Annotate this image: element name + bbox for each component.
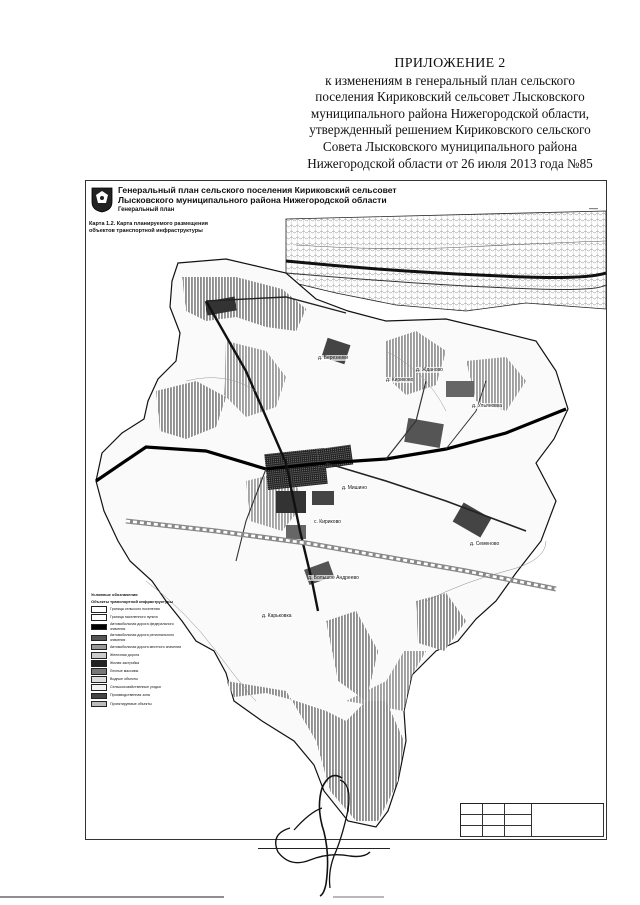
header-line-1: к изменениям в генеральный план сельского [325, 72, 575, 88]
scan-edge [0, 896, 640, 898]
map-title-line-2: Лысковского муниципального района Нижегородской области [118, 195, 387, 205]
place-label: д. Березники [318, 355, 349, 361]
legend-item [91, 644, 187, 651]
legend-label: Железная дорога [110, 652, 140, 657]
legend-label: Сельскохозяйственные угодья [110, 685, 161, 690]
coat-of-arms-icon [91, 187, 113, 213]
legend-swatch [91, 652, 107, 659]
legend-swatch [91, 693, 107, 700]
legend-swatch [91, 635, 107, 642]
legend-label: Жилая застройка [110, 661, 140, 666]
legend-swatch [91, 701, 107, 708]
river-floodplain [286, 211, 606, 311]
legend-swatch [91, 606, 107, 613]
legend-label: Производственная зона [110, 693, 150, 698]
place-label: д. Семеново [470, 541, 500, 547]
legend-label: Лесные массивы [110, 669, 139, 674]
legend-item [91, 701, 187, 708]
legend-swatch [91, 660, 107, 667]
legend-item [91, 668, 187, 675]
map-title-line-1: Генеральный план сельского поселения Кириковский сельсовет [118, 185, 397, 195]
place-label: д. Большое Андреево [308, 575, 359, 581]
general-plan-map [85, 180, 607, 840]
legend-label: Водные объекты [110, 677, 139, 682]
map-card-title: Карта 1.2. Карта планируемого размещения объектов транспортной инфраструктуры [89, 221, 208, 234]
legend-swatch [91, 614, 107, 621]
place-label: д. Жданово [416, 367, 443, 373]
legend-item [91, 652, 187, 659]
legend-item [91, 684, 187, 691]
header-line-5: Совета Лысковского муниципального района [322, 138, 578, 154]
map-legend [91, 593, 187, 709]
appendix-header [280, 56, 620, 172]
legend-item [91, 614, 187, 621]
legend-swatch [91, 684, 107, 691]
legend-swatch [91, 676, 107, 683]
corner-mark: — [589, 203, 598, 213]
appendix-title: ПРИЛОЖЕНИЕ 2 [394, 56, 506, 71]
legend-label: Граница сельского поселения [110, 607, 160, 612]
place-label: д. Карьковка [262, 613, 292, 619]
legend-heading: Условные обозначения [91, 592, 138, 597]
legend-label: Проектируемые объекты [110, 701, 152, 706]
place-label: д. Кириково [386, 377, 414, 383]
title-block-stamp [460, 803, 604, 837]
legend-swatch [91, 624, 107, 631]
handwritten-signature [230, 760, 380, 900]
legend-label: Граница населенного пункта [110, 615, 158, 620]
header-line-2: поселения Кириковский сельсовет Лысковского [315, 89, 585, 105]
signature-line [258, 848, 390, 849]
legend-item [91, 606, 187, 613]
legend-item [91, 660, 187, 667]
legend-swatch [91, 644, 107, 651]
legend-item [91, 633, 187, 642]
legend-swatch [91, 668, 107, 675]
legend-subheading: Объекты транспортной инфраструктуры [91, 598, 173, 604]
map-drawing [86, 181, 606, 839]
place-label: д. Мишино [342, 485, 367, 491]
header-line-3: муниципального района Нижегородской области, [310, 105, 590, 121]
place-label: д. Ульяновка [472, 403, 503, 409]
header-line-6: Нижегородской области от 26 июля 2013 года №85 [307, 155, 593, 171]
legend-label: Автомобильная дорога федерального значения [110, 622, 174, 631]
legend-item [91, 693, 187, 700]
legend-label: Автомобильная дорога регионального значения [110, 633, 175, 642]
header-line-4: утвержденный решением Кириковского сельского [309, 122, 591, 138]
legend-rows [91, 606, 187, 707]
legend-item [91, 622, 187, 631]
place-label: с. Кириково [314, 519, 341, 525]
legend-label: Автомобильная дорога местного значения [110, 644, 182, 649]
map-title [118, 185, 397, 205]
map-subtitle: Генеральный план [118, 207, 175, 213]
legend-item [91, 676, 187, 683]
